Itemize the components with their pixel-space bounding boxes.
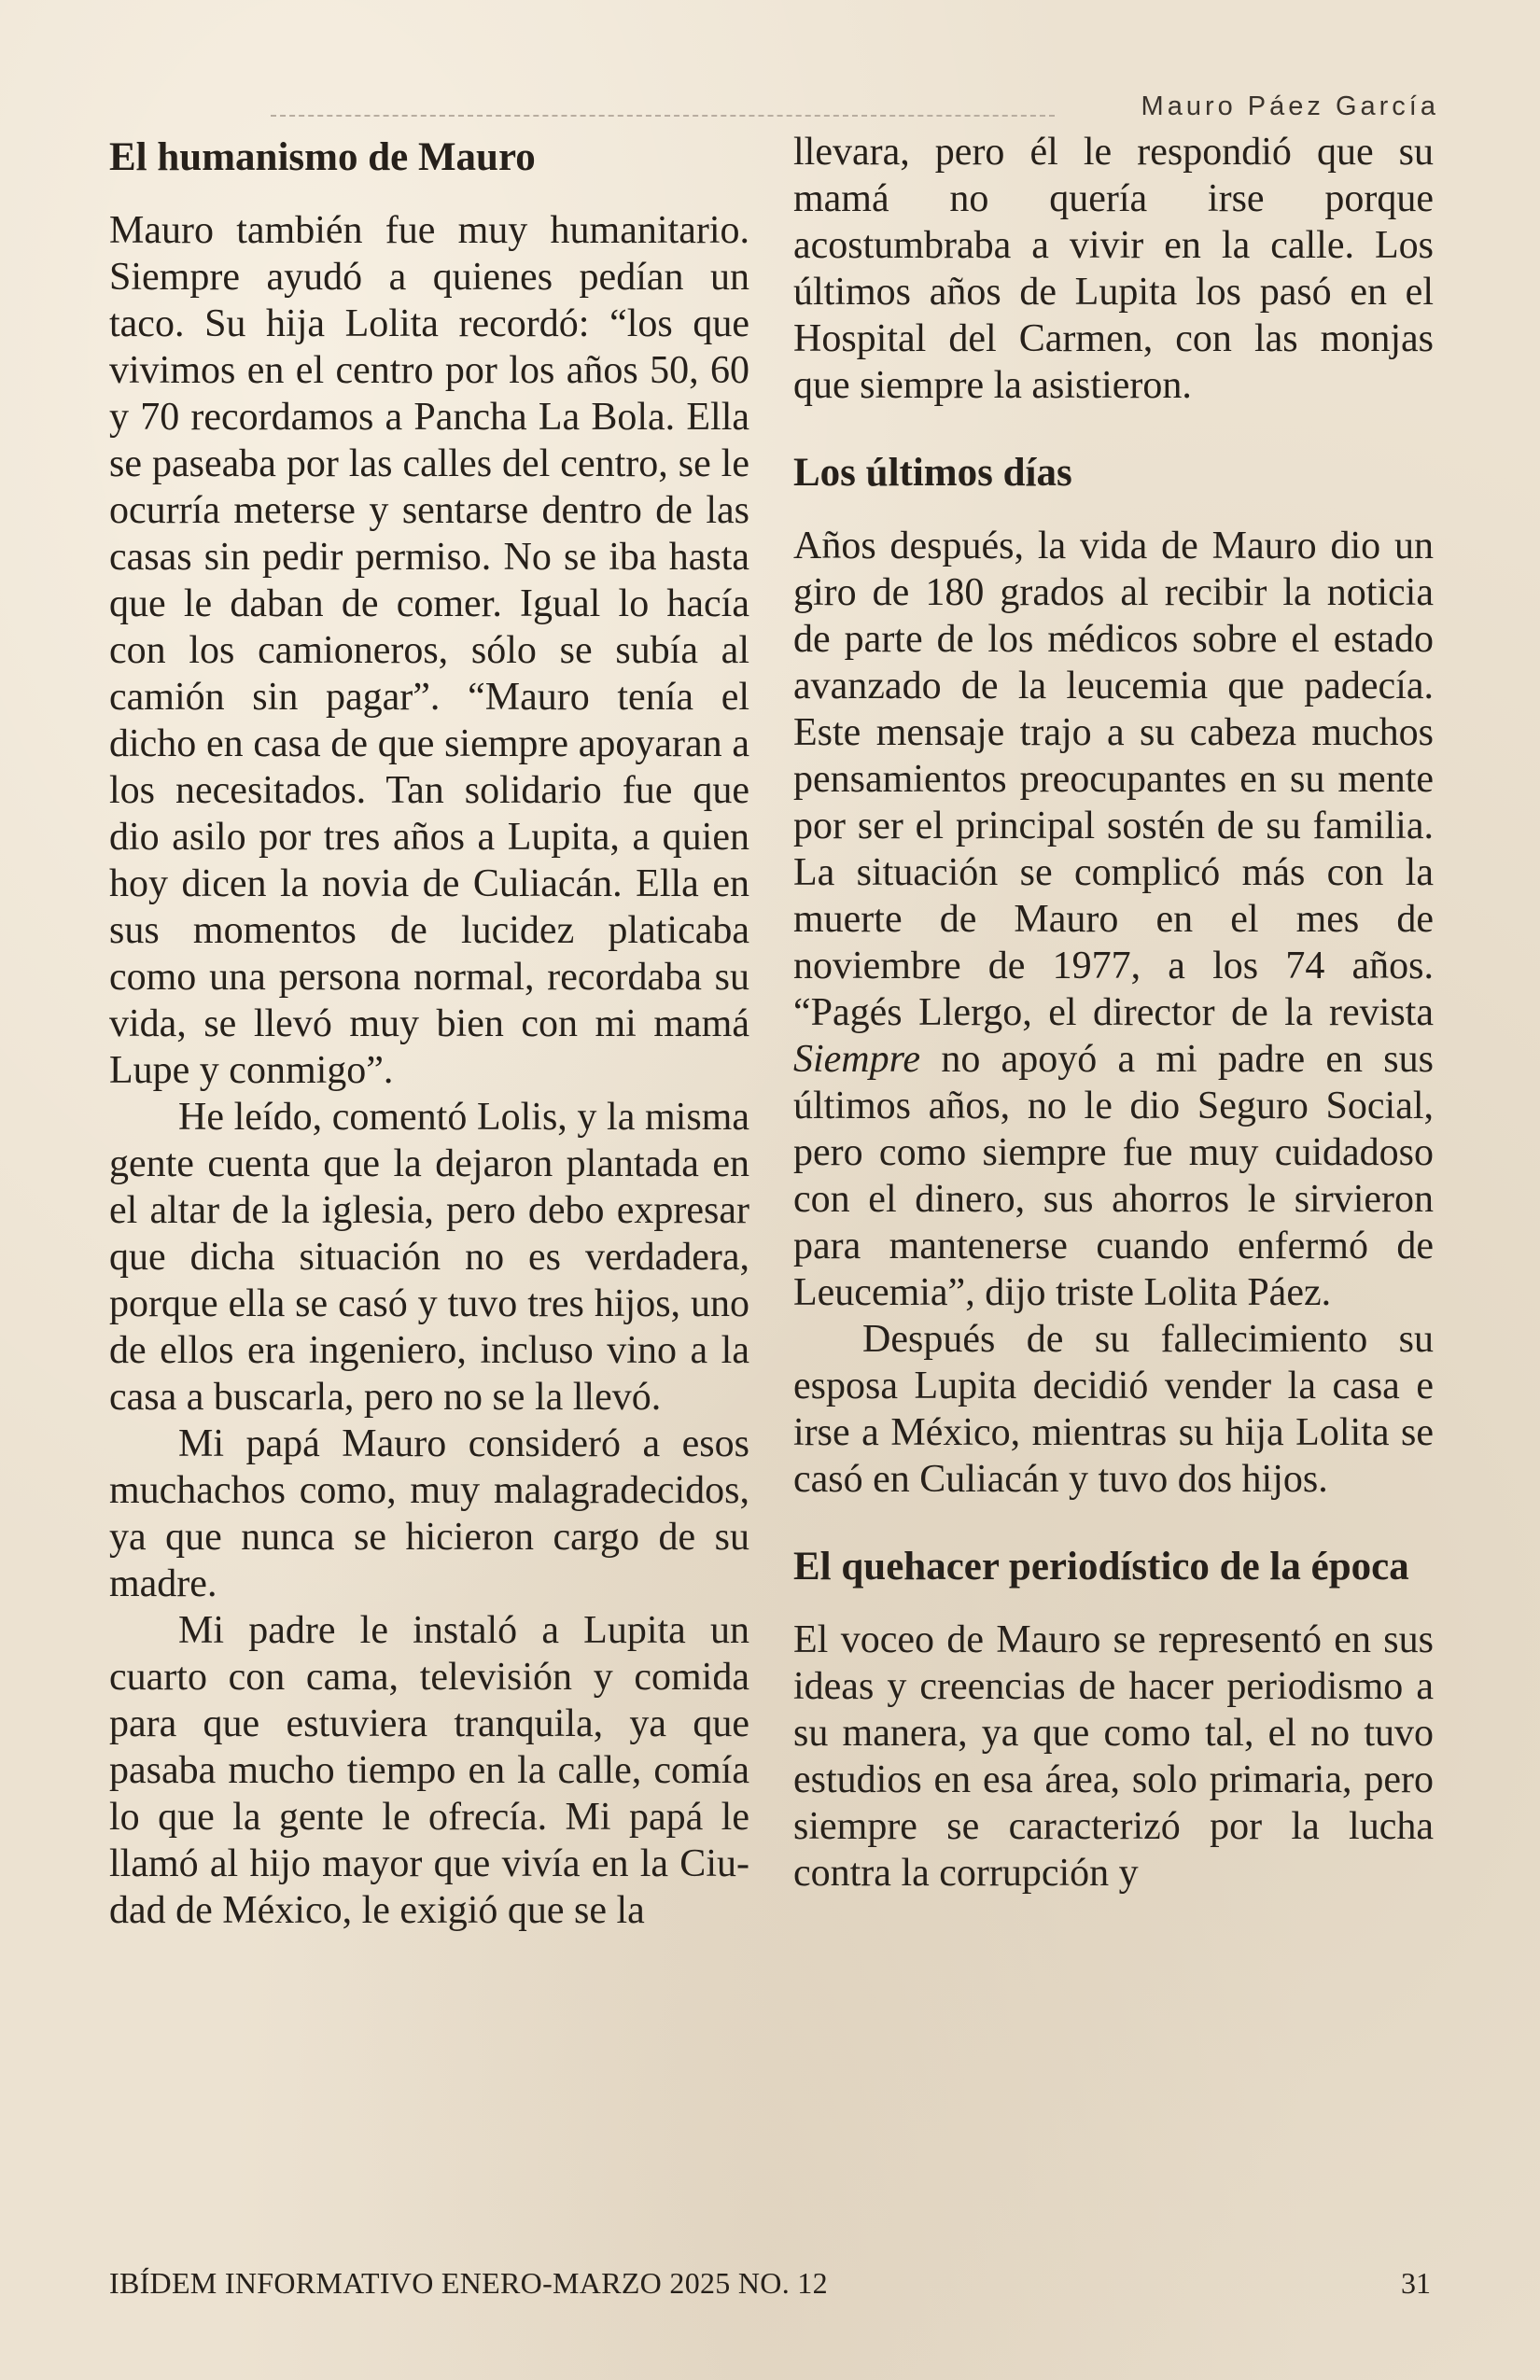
left-column — [109, 119, 749, 1934]
paragraph: Mi papá Mauro consideró a esos muchachos como, muy malagradecidos, ya que nunca se hicieron cargo de su madre. — [109, 1422, 749, 1605]
section-heading-humanismo: El humanismo de Mauro — [109, 135, 536, 179]
running-header-author: Mauro Páez García — [1141, 91, 1439, 121]
right-column — [793, 129, 1434, 1897]
paragraph — [793, 523, 1434, 1316]
page-number: 31 — [1401, 2266, 1431, 2300]
section-heading-ultimos-dias: Los últimos días — [793, 451, 1072, 495]
text-run: no apoyó a mi padre en sus últimos años, no le dio Seguro Social, pero como siempre fue muy cuidadoso con el dinero, sus ahorros le sirvieron para mantenerse cuando enfermó de Leucemia”, dijo triste Lolita Páez. — [793, 1038, 1434, 1314]
section-heading-quehacer: El quehacer periodístico de la época — [793, 1545, 1409, 1589]
paragraph: He leído, comentó Lolis, y la misma gente cuenta que la dejaron plantada en el altar de la iglesia, pero debo expresar que dicha situación no es verdadera, porque ella se casó y tuvo tres hijos, uno de ellos era ingeniero, incluso vino a la casa a buscarla, pero no se la llevó. — [109, 1096, 749, 1419]
magazine-title: Siempre — [793, 1038, 921, 1081]
paragraph: Después de su fallecimiento su esposa Lupita decidió vender la casa e irse a México, mientras su hija Lolita se casó en Culiacán y tuvo dos hijos. — [793, 1318, 1434, 1501]
footer-publication: IBÍDEM INFORMATIVO ENERO-MARZO 2025 NO. 12 — [109, 2266, 828, 2300]
paragraph: El voceo de Mauro se representó en sus ideas y creencias de hacer periodismo a su manera, ya que como tal, el no tuvo estudios en esa área, solo primaria, pero siempre se caracterizó por la lucha contra la corrupción y — [793, 1618, 1434, 1895]
paragraph: Mauro también fue muy humanitario. Siempre ayudó a quienes pedían un taco. Su hija Lolita recordó: “los que vivimos en el centro por los años 50, 60 y 70 recordamos a Pancha La Bola. Ella se paseaba por las calles del centro, se le ocurría meterse y sentarse dentro de las casas sin pedir permiso. No se iba hasta que le daban de comer. Igual lo hacía con los camioneros, sólo se subía al camión sin pagar”. “Mauro tenía el dicho en casa de que siempre apoyaran a los necesitados. Tan solidario fue que dio asilo por tres años a Lupita, a quien hoy dicen la novia de Culiacán. Ella en sus momentos de lucidez platicaba como una persona normal, recordaba su vida, se llevó muy bien con mi mamá Lupe y conmigo”. — [109, 209, 749, 1092]
paragraph: Mi padre le instaló a Lupita un cuarto con cama, televisión y comida para que estuviera tranquila, ya que pasaba mucho tiempo en la calle, comía lo que la gente le ofrecía. Mi papá le llamó al hijo mayor que vivía en la Ciudad de México, le exigió que se la — [109, 1609, 749, 1932]
header-rule — [271, 115, 1055, 117]
paragraph-continuation: llevara, pero él le respondió que su mamá no quería irse porque acostumbraba a vivir en la calle. Los últimos años de Lupita los pasó en el Hospital del Carmen, con las monjas que siempre la asistieron. — [793, 131, 1434, 407]
text-run: Años después, la vida de Mauro dio un giro de 180 grados al recibir la noticia de parte de los médicos sobre el estado avanzado de la leucemia que padecía. Este mensaje trajo a su cabeza muchos pensamientos preocupantes en su mente por ser el principal sostén de su familia. La situación se complicó más con la muerte de Mauro en el mes de noviembre de 1977, a los 74 años. “Pagés Llergo, el director de la revista — [793, 525, 1434, 1034]
